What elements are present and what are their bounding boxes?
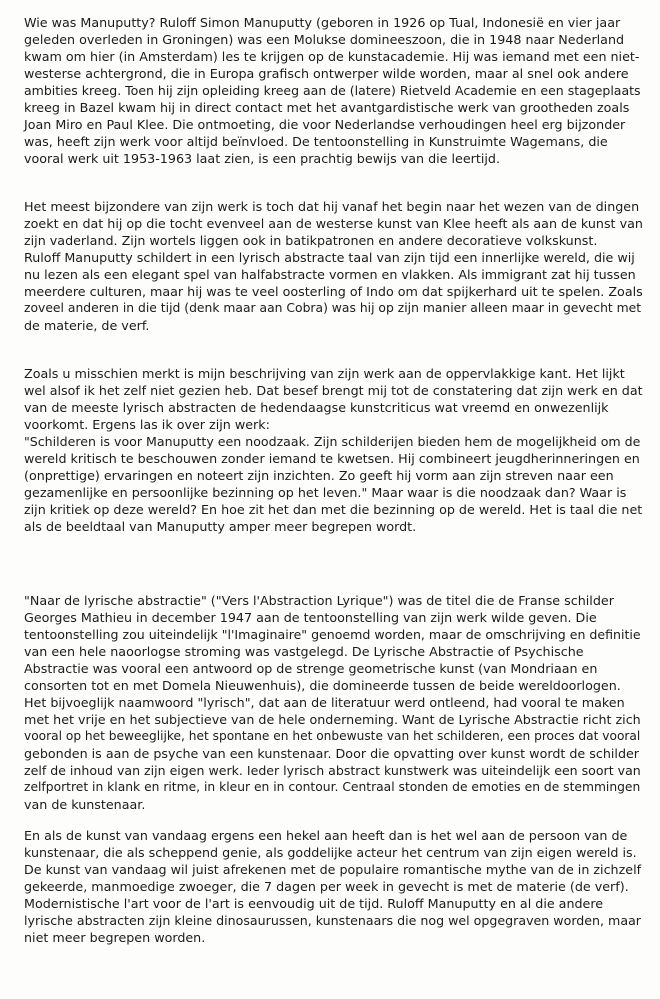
text-line: Abstractie was vooral een antwoord op de strenge geometrische kunst (van Mondriaan en [24,661,598,676]
text-line: gebonden is aan de psyche van een kunstenaar. Door die opvatting over kunst wordt de schilder [24,746,640,761]
text-line: westerse achtergrond, die in Europa grafisch ontwerper wilde worden, maar al snel ook andere [24,66,629,81]
text-line: Ruloff Manuputty schildert in een lyrisch abstracte taal van zijn tijd een innerlijke wereld, die wij [24,250,635,265]
text-line: van de meeste lyrisch abstracten de hedendaagse kunstcriticus wat vreemd en onwezenlijk [24,400,609,415]
text-line: zelfportret in klank en ritme, in kleur en in contour. Centraal stonden de emoties en de stemmingen [24,780,641,794]
text-line: zoveel anderen in die tijd (denk maar aan Cobra) was hij op zijn manier alleen maar in gevecht met [24,301,642,315]
text-line: Modernistische l'art voor de l'art is eenvoudig uit de tijd. Ruloff Manuputty en al die andere [24,896,604,911]
text-line: als de beeldtaal van Manuputty amper meer begrepen wordt. [24,519,417,534]
text-line: zijn vaderland. Zijn wortels liggen ook in batikpatronen en andere decoratieve volkskunst. [24,233,598,248]
text-line: gekeerde, manmoedige zwoeger, die 7 dagen per week in gevecht is met de materie (de verf). [24,879,629,894]
text-line: consorten tot en met Domela Nieuwenhuis), die domineerde tussen de beide wereldoorlogen. [24,678,621,693]
text-line: Het bijvoeglijk naamwoord "lyrisch", dat aan de literatuur werd ontleend, had vooral te maken [24,695,625,710]
text-line: Wie was Manuputty? Ruloff Simon Manuputty (geboren in 1926 op Tual, Indonesië en vier jaar [24,15,621,30]
text-line: kreeg in Bazel kwam hij in direct contact met het avantgardistische werk van grootheden zoals [24,100,630,115]
text-line: van een hele naoorlogse stroming was vastgelegd. De Lyrische Abstractie of Psychische [24,644,584,659]
text-line: Joan Miro en Paul Klee. Die ontmoeting, die voor Nederlandse verhoudingen heel erg bijzonder [24,117,626,132]
text-line: nu lezen als een elegant spel van halfabstracte vormen en vlakken. Als immigrant zat hij tussen [24,267,636,282]
text-line: wereld kritisch te beschouwen zonder iemand te kwetsen. Hij combineert jeugdherinneringen en [24,451,640,466]
text-line: gezamenlijke en persoonlijke bezinning op het leven." Maar waar is die noodzaak dan? Waar is [24,485,627,500]
text-line: En als de kunst van vandaag ergens een hekel aan heeft dan is het wel aan de persoon van de [24,828,628,843]
text-line: wel alsof ik het zelf niet gezien heb. Dat besef brengt mij tot de constatering dat zijn werk en dat [24,383,643,398]
text-line: "Naar de lyrische abstractie" ("Vers l'Abstraction Lyrique") was de titel die de Franse schilder [24,593,614,608]
text-line: vooral werk uit 1953-1963 laat zien, is een prachtig bewijs van die leertijd. [24,151,500,166]
text-line: geleden overleden in Groningen) was een Molukse domineeszoon, die in 1948 naar Nederland [24,32,625,47]
text-line: zoekt en dat hij op die tocht evenveel aan de westerse kunst van Klee heeft als aan de kunst van [24,216,643,231]
text-line: De kunst van vandaag wil juist afrekenen met de populaire romantische mythe van de in zichzelf [24,862,642,877]
text-line: zelf de inhoud van zijn eigen werk. Ieder lyrisch abstract kunstwerk was uiteindelijk een soort van [24,763,641,778]
text-line: Het meest bijzondere van zijn werk is toch dat hij vanaf het begin naar het wezen van de dingen [24,199,640,214]
text-line: Georges Mathieu in december 1947 aan de tentoonstelling van zijn werk wilde geven. Die [24,610,597,625]
text-line: ambities kreeg. Toen hij zijn opleiding kreeg aan de (latere) Rietveld Academie en een stageplaats [24,83,641,98]
text-line: "Schilderen is voor Manuputty een noodzaak. Zijn schilderijen bieden hem de mogelijkheid om de [24,434,641,449]
text-line: (onprettige) ervaringen en noteert zijn inzichten. Zo geeft hij vorm aan zijn streven naar een [24,468,614,483]
text-line: tentoonstelling zou uiteindelijk "l'Imaginaire" genoemd worden, maar de omschrijving en definitie [24,627,641,642]
text-line: kwam om hier (in Amsterdam) les te krijgen op de kunstacademie. Hij was iemand met een niet- [24,49,640,64]
text-line: was, heeft zijn werk voor altijd beïnvloed. De tentoonstelling in Kunstruimte Wagemans, die [24,134,608,149]
text-line: kunstenaar, die als scheppend genie, als goddelijke acteur het centrum van zijn eigen wereld is. [24,845,637,860]
text-line: met het vrije en het subjectieve van de hele onderneming. Want de Lyrische Abstractie richt zich [24,712,641,727]
text-line: niet meer begrepen worden. [24,930,206,945]
text-line: de materie, de verf. [24,318,150,333]
text-line: zijn kritiek op deze wereld? En hoe zit het dan met die bezinning op de wereld. Het is taal die net [24,502,643,517]
text-line: lyrische abstracten zijn kleine dinosaurussen, kunstenaars die nog wel opgegraven worden, maar [24,913,641,928]
text-line: van de kunstenaar. [24,797,146,812]
text-line: Zoals u misschien merkt is mijn beschrijving van zijn werk aan de oppervlakkige kant. Het lijkt [24,366,625,381]
text-line: voorkomt. Ergens las ik over zijn werk: [24,417,270,432]
text-line: meerdere culturen, maar hij was te veel oosterling of Indo om dat spijkerhard uit te spelen. Zoals [24,284,643,299]
text-line: vooral op het beweeglijke, het spontane en het onbewuste van het schilderen, een proces dat vooral [24,729,641,743]
